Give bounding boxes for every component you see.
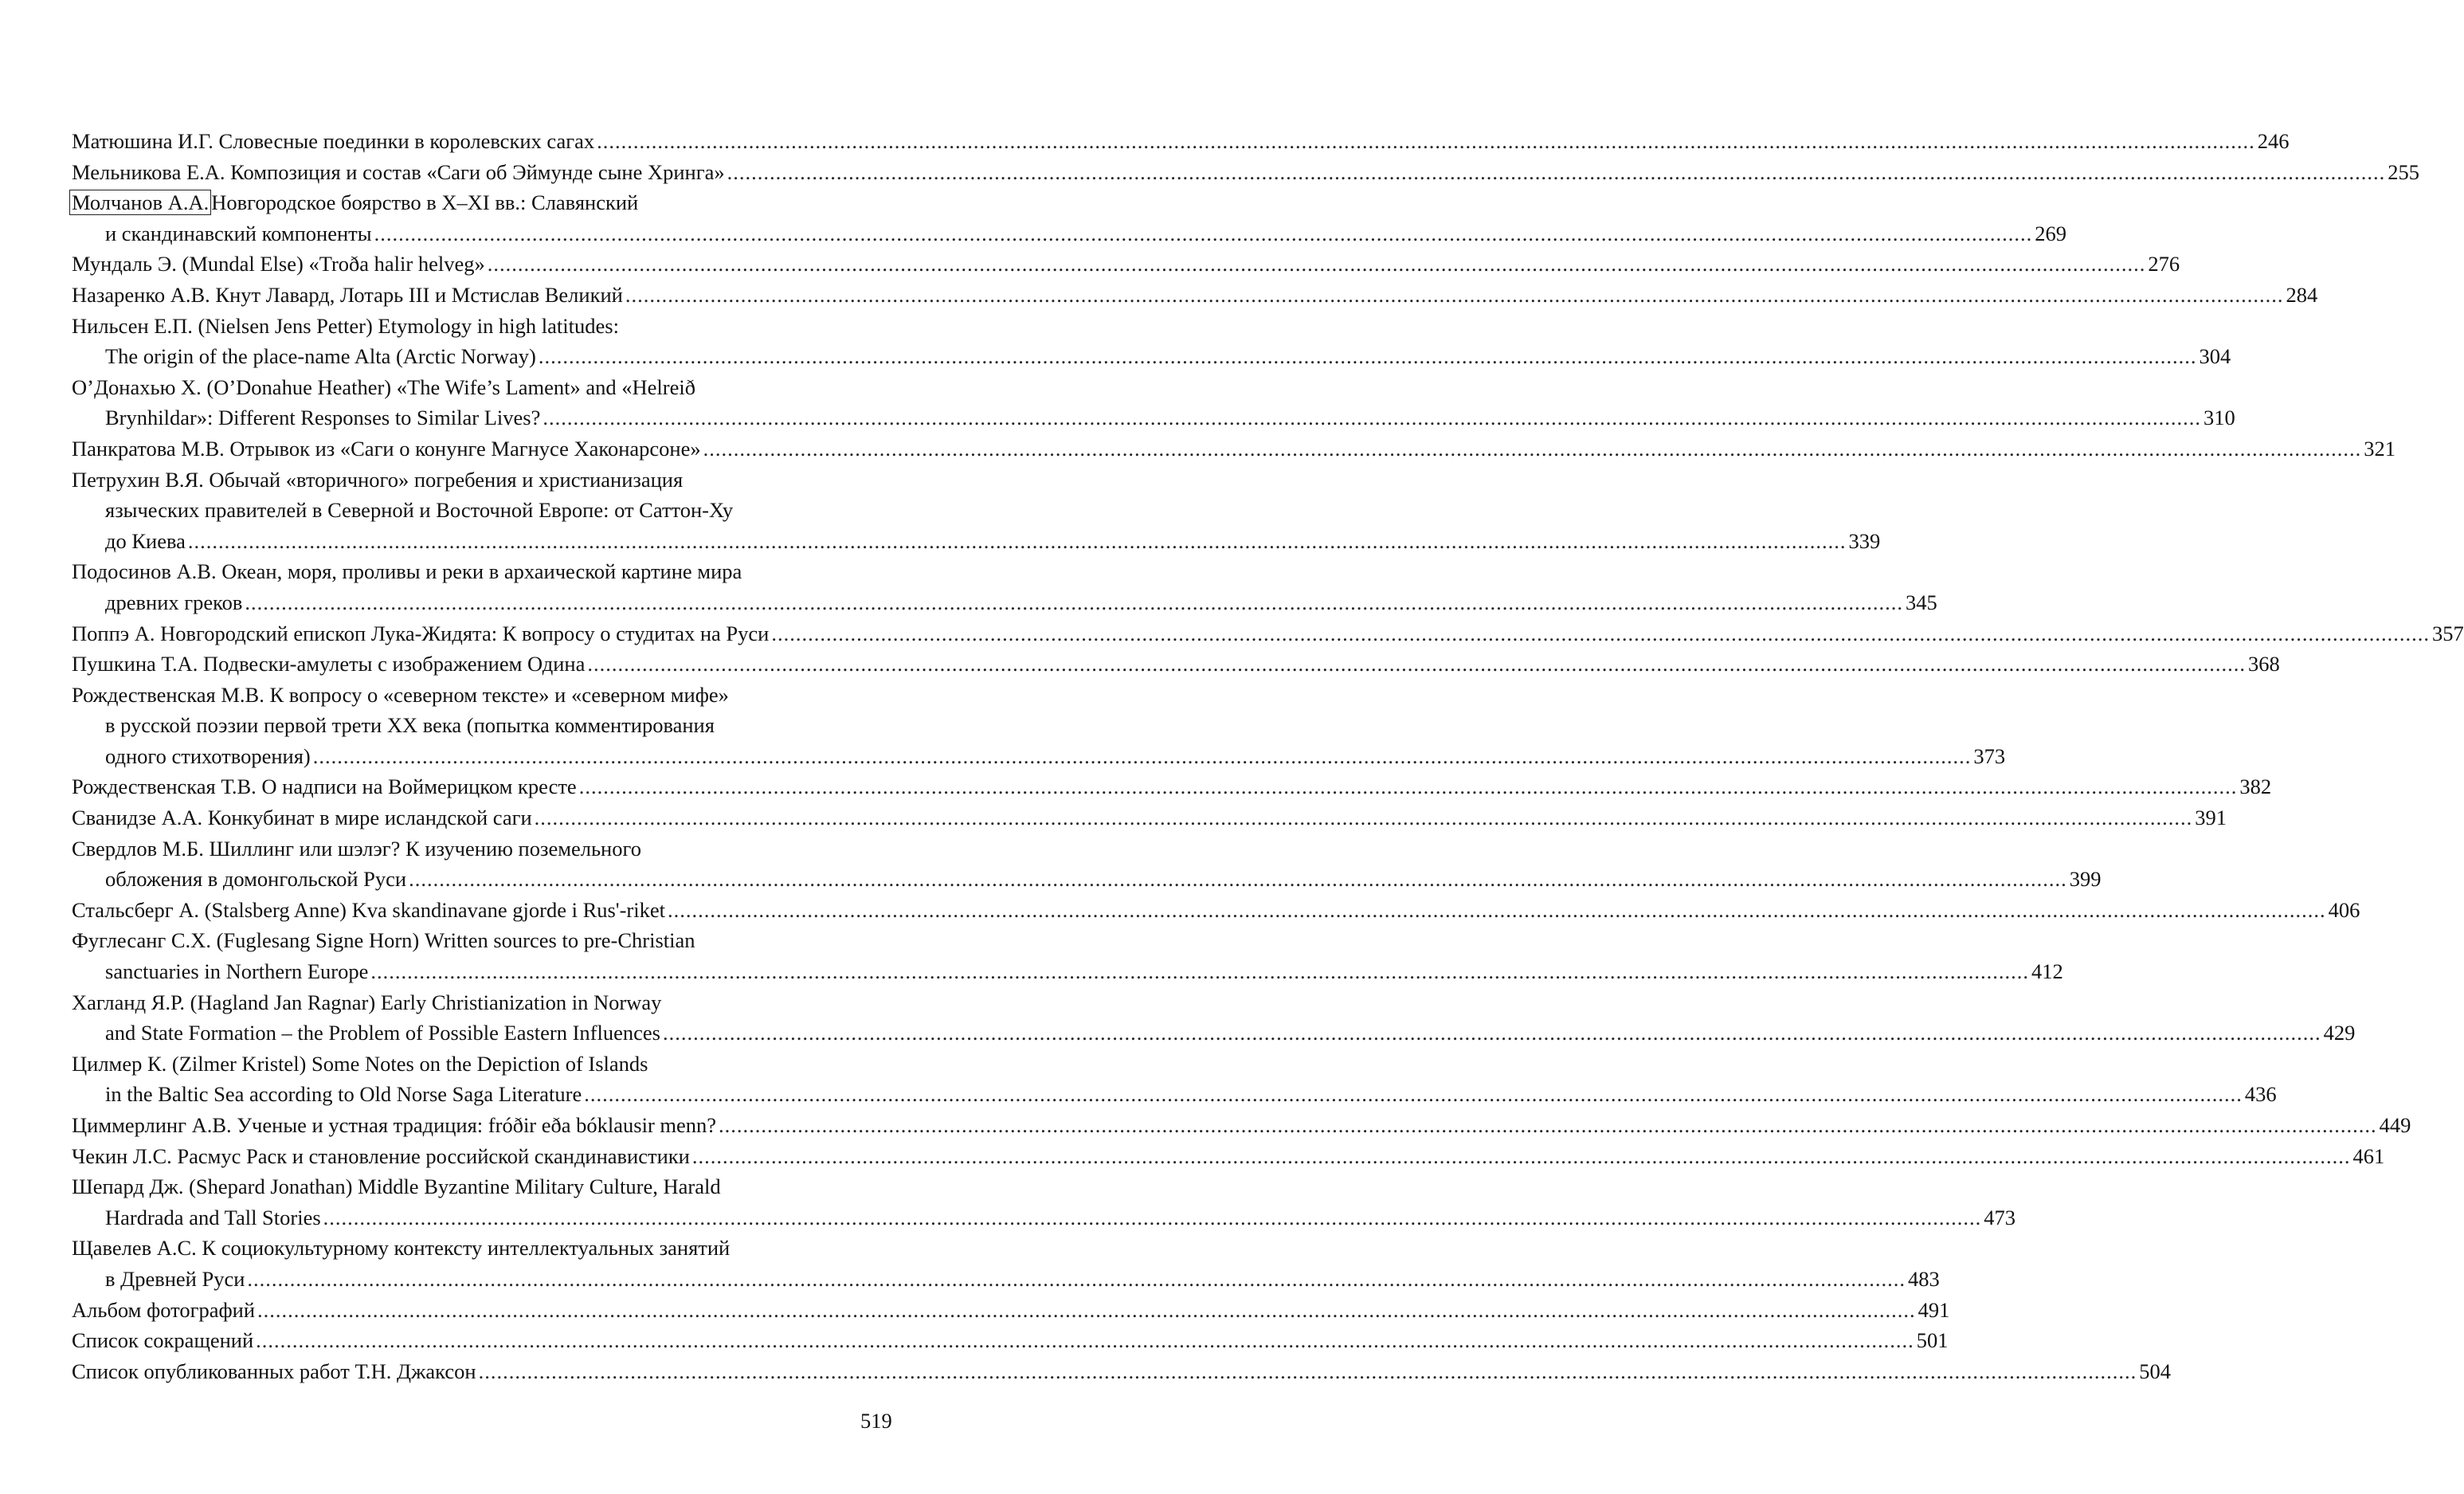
page-ref: 382 <box>2239 774 2271 798</box>
page-ref: 473 <box>1984 1206 2015 1229</box>
page-ref: 504 <box>2139 1359 2171 1383</box>
leader-dots <box>245 590 1903 614</box>
toc-entry: Фуглесанг С.Х. (Fuglesang Signe Horn) Written sources to pre-Christian sanctuaries in Northern Europe..... 412 <box>72 925 893 986</box>
leader-dots <box>587 652 2246 676</box>
page-ref: 269 <box>2035 222 2066 245</box>
leader-dots <box>488 252 2146 276</box>
leader-dots <box>625 283 2284 307</box>
toc-entry: Стальсберг А. (Stalsberg Anne) Kva skandinavane gjorde i Rus'-riket..... 406 <box>72 895 893 926</box>
toc-entry: Список опубликованных работ Т.Н. Джаксон..... 504 <box>72 1356 893 1387</box>
toc-entry: Сванидзе А.А. Конкубинат в мире исландской саги..... 391 <box>72 802 893 833</box>
toc-entry: Цилмер К. (Zilmer Kristel) Some Notes on the Depiction of Islands in the Baltic Sea according to Old Norse Saga Literature..... 436 <box>72 1049 893 1110</box>
page-ref: 310 <box>2203 406 2235 429</box>
leader-dots <box>313 744 1972 768</box>
page-ref: 255 <box>2388 160 2419 184</box>
toc-entry: Рождественская Т.В. О надписи на Воймерицком кресте..... 382 <box>72 771 893 802</box>
toc-entry: Мельникова Е.А. Композиция и состав «Саги об Эймунде сыне Хринга»..... 255 <box>72 157 893 188</box>
page-ref: 491 <box>1918 1298 1950 1322</box>
toc-entry: Назаренко А.В. Кнут Лавард, Лотарь III и Мстислав Великий..... 284 <box>72 280 893 311</box>
page-ref: 373 <box>1973 744 2005 768</box>
leader-dots <box>719 1113 2377 1137</box>
table-of-contents <box>72 126 893 1386</box>
toc-entry: Список сокращений..... 501 <box>72 1325 893 1356</box>
toc-entry: Хагланд Я.Р. (Hagland Jan Ragnar) Early Christianization in Norway and State Formation – the Problem of Possible Eastern Influences..... 429 <box>72 987 893 1049</box>
page-ref: 357 <box>2432 622 2464 645</box>
leader-dots <box>257 1298 1916 1322</box>
page-ref: 449 <box>2380 1113 2411 1137</box>
leader-dots <box>668 898 2326 922</box>
page-ref: 246 <box>2258 129 2290 153</box>
page-ref: 436 <box>2245 1082 2277 1106</box>
page-ref: 368 <box>2248 652 2280 676</box>
page-ref: 304 <box>2199 344 2231 368</box>
leader-dots <box>247 1267 1906 1291</box>
toc-entry: Нильсен Е.П. (Nielsen Jens Petter) Etymology in high latitudes: The origin of the place-name Alta (Arctic Norway)..... 304 <box>72 311 893 372</box>
leader-dots <box>597 129 2255 153</box>
page-ref: 276 <box>2148 252 2180 276</box>
leader-dots <box>771 622 2430 645</box>
toc-entry: Свердлов М.Б. Шиллинг или шэлэг? К изучению поземельного обложения в домонгольской Руси..... 399 <box>72 833 893 895</box>
toc-entry: Матюшина И.Г. Словесные поединки в королевских сагах..... 246 <box>72 126 893 157</box>
page-number: 519 <box>860 1409 892 1433</box>
leader-dots <box>374 222 2033 245</box>
page-ref: 399 <box>2070 867 2102 891</box>
page-ref: 339 <box>1849 529 1881 553</box>
leader-dots <box>256 1328 1914 1352</box>
toc-entry: Молчанов А.А. Новгородское боярство в X–XI вв.: Славянский и скандинавский компоненты..... 269 <box>72 187 893 249</box>
leader-dots <box>479 1359 2137 1383</box>
leader-dots <box>188 529 1847 553</box>
toc-entry: Шепард Дж. (Shepard Jonathan) Middle Byzantine Military Culture, Harald Hardrada and Tall Stories..... 473 <box>72 1171 893 1233</box>
highlighted-author: Молчанов А.А. <box>69 190 211 215</box>
leader-dots <box>703 437 2362 461</box>
leader-dots <box>727 160 2386 184</box>
leader-dots <box>543 406 2201 429</box>
leader-dots <box>535 806 2193 829</box>
leader-dots <box>409 867 2067 891</box>
toc-entry: Панкратова М.В. Отрывок из «Саги о конунге Магнусе Хаконарсоне»..... 321 <box>72 433 893 465</box>
toc-entry: Подосинов А.В. Океан, моря, проливы и реки в архаической картине мира древних греков..... 345 <box>72 556 893 618</box>
leader-dots <box>584 1082 2243 1106</box>
toc-entry: Мундаль Э. (Mundal Else) «Troða halir helveg»..... 276 <box>72 249 893 280</box>
page-ref: 345 <box>1906 590 1937 614</box>
toc-entry: Чекин Л.С. Расмус Раск и становление российской скандинавистики..... 461 <box>72 1141 893 1172</box>
leader-dots <box>323 1206 1982 1229</box>
page-ref: 429 <box>2324 1021 2356 1045</box>
page-ref: 391 <box>2195 806 2227 829</box>
leader-dots <box>539 344 2197 368</box>
page-ref: 412 <box>2031 959 2063 983</box>
leader-dots <box>692 1144 2351 1168</box>
toc-entry: Циммерлинг А.В. Ученые и устная традиция: fróðir eða bóklausir menn?..... 449 <box>72 1110 893 1141</box>
toc-entry: Щавелев А.С. К социокультурному контексту интеллектуальных занятий в Древней Руси..... 483 <box>72 1233 893 1294</box>
page-ref: 284 <box>2286 283 2317 307</box>
leader-dots <box>579 774 2238 798</box>
page-ref: 406 <box>2329 898 2360 922</box>
leader-dots <box>663 1021 2321 1045</box>
toc-entry: Рождественская М.В. К вопросу о «северном тексте» и «северном мифе» в русской поэзии первой трети XX века (попытка комментирования одного стихотворения)..... 373 <box>72 680 893 772</box>
page-ref: 461 <box>2352 1144 2384 1168</box>
toc-entry: Поппэ А. Новгородский епископ Лука-Жидята: К вопросу о студитах на Руси..... 357 <box>72 618 893 649</box>
toc-entry: О’Донахью Х. (O’Donahue Heather) «The Wife’s Lament» and «Helreið Brynhildar»: Different Responses to Similar Lives?..... 310 <box>72 372 893 433</box>
toc-entry: Альбом фотографий..... 491 <box>72 1295 893 1326</box>
toc-entry: Пушкина Т.А. Подвески-амулеты с изображением Одина..... 368 <box>72 649 893 680</box>
page-ref: 501 <box>1917 1328 1949 1352</box>
toc-entry: Петрухин В.Я. Обычай «вторичного» погребения и христианизация языческих правителей в Северной и Восточной Европе: от Саттон-Ху до Киева..... 339 <box>72 465 893 557</box>
page-ref: 321 <box>2364 437 2395 461</box>
page-ref: 483 <box>1908 1267 1940 1291</box>
leader-dots <box>370 959 2029 983</box>
